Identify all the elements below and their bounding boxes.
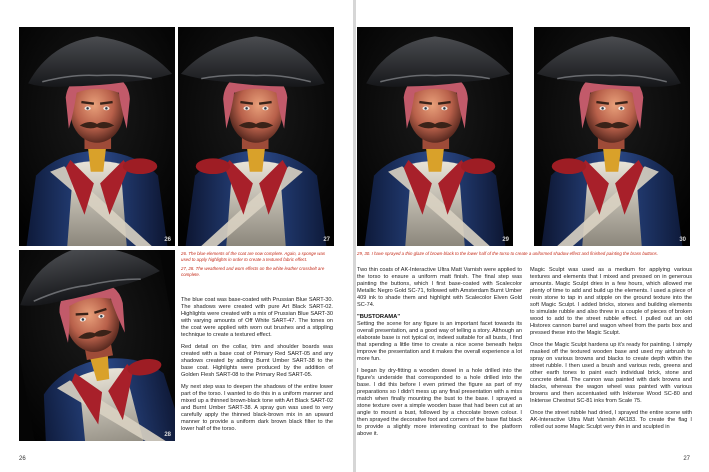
right-page [356,0,709,472]
paragraph: Red detail on the collar, trim and shoulder boards was created with a base coat of Primary Red SART-05 and any shadows created by adding Burnt Umber SART-38 to the base coat. Highlights were produced by the addition of Golden Flesh SART-08 to the Primary Red SART-05. [181,344,333,378]
page-number: 26 [19,456,26,462]
paragraph: Setting the scene for any figure is an important facet towards its overall presentation, and a good way of telling a story. Although an elaborate base is not typical or, indeed suitable for all busts, I find that spending a little time to create a nice scene beneath helps improve the presentation and it makes the overall experience a lot more fun. [357,321,522,362]
figure-29-photo [357,27,513,246]
caption-29-30: 29, 30. I have sprayed a thin glaze of brown-black to the lower half of the torso to create a uniformed shadow effect and finished painting the brass buttons. [357,251,658,256]
figure-number: 29 [502,237,509,243]
figure-number: 27 [323,237,330,243]
paragraph: Once the street rubble had dried, I sprayed the entire scene with AK-Interactive Ultra Matt Varnish AK183. To create the flag I rolled out some Magic Sculpt very thin in and sculpted in [530,410,692,430]
figure-number: 26 [164,237,171,243]
figure-number: 28 [164,432,171,438]
figure-30-photo [534,27,690,246]
figure-captions [181,251,333,281]
page-number: 27 [683,456,690,462]
left-page [0,0,353,472]
paragraph: Two thin coats of AK-Interactive Ultra Matt Varnish were applied to the torso to ensure a uniform matt finish. The final step was painting the buttons, which I first base-coated with Scalecolor Metallic Negro Gold SC-71, followed with Amsterdam Burnt Umber 409 ink to shade them and highlight with Scalecolor Elven Gold SC-74. [357,267,522,308]
right-text-column-2 [530,267,692,436]
figure-28-photo [19,250,175,441]
paragraph: My next step was to deepen the shadows of the entire lower part of the torso. I wanted to do this in a uniform manner and mixed up a thinned brown-black tone with Art Black SART-02 and Burnt Umber SART-38. A spray gun was used to very carefully apply the thinned black-brown mix in an upward manner to provide a uniform dark brown black filter to the lower half of the torso. [181,384,333,432]
figure-26-photo [19,27,175,246]
figure-27-photo [178,27,334,246]
paragraph: The blue coat was base-coated with Prussian Blue SART-30. The shadows were created with pure Art Black SART-02. Highlights were created with a mix of Prussian Blue SART-30 with varying amounts of Off White SART-47. The tones on the coat were applied with worn out brushes and a stippling technique to create a textured effect. [181,297,333,338]
caption-26: 26. The blue elements of the coat are now complete. Again, a sponge was used to apply highlights in order to create a textured fabric effect. [181,251,326,262]
paragraph: I began by dry-fitting a wooden dowel in a hole drilled into the figure's underside that corresponded to a hole drilled into the base. I did this before I even primed the figure as part of my preparations so I didn't mess up any final presentation with a miss match when finally mounting the bust to the base. I sprayed a stone texture over a simple wooden base that had been cut at an angle to mount a bust, followed by a chocolate brown colour. I then sprayed the decorative foot and corners of the base flat black to provide a slightly more interesting contrast to the platform above it. [357,368,522,437]
right-text-column-1 [357,267,522,443]
paragraph: Magic Sculpt was used as a medium for applying various textures and elements that I mixed and pressed on in generous amounts. Magic Sculpt dries in a few hours, which allowed me plenty of time to add and build up the elements. I used a piece of resin stone to tap in and stipple on the ground texture into the soft Magic Sculpt. I added bricks, stones and building elements to simulate rubble and also threw in a couple of pieces of broken wood to add to the street rubble effect. I pulled out an old Historex cannon barrel and wagon wheel from the parts box and pressed these into the Magic Sculpt. [530,267,692,336]
section-heading: "BUSTORAMA" [357,314,401,320]
figure-number: 30 [679,237,686,243]
left-text-column [181,297,333,438]
paragraph: Once the Magic Sculpt hardens up it's ready for painting. I simply masked off the textured wooden base and used my airbrush to spray on various browns and blacks to create depth within the street rubble. I then used a brush and various reds, greens and other earth tones to paint each individual brick, stone and concrete detail. The cannon was painted with dark browns and blacks, whereas the wagon wheel was painted with various browns and then accentuated with Inktense Wood SC-80 and Inktense Chestnut SC-81 inks from Scale 75. [530,342,692,404]
caption-27-28: 27, 28. The weathered and worn effects on the white leather crossbelt are complete. [181,266,325,277]
